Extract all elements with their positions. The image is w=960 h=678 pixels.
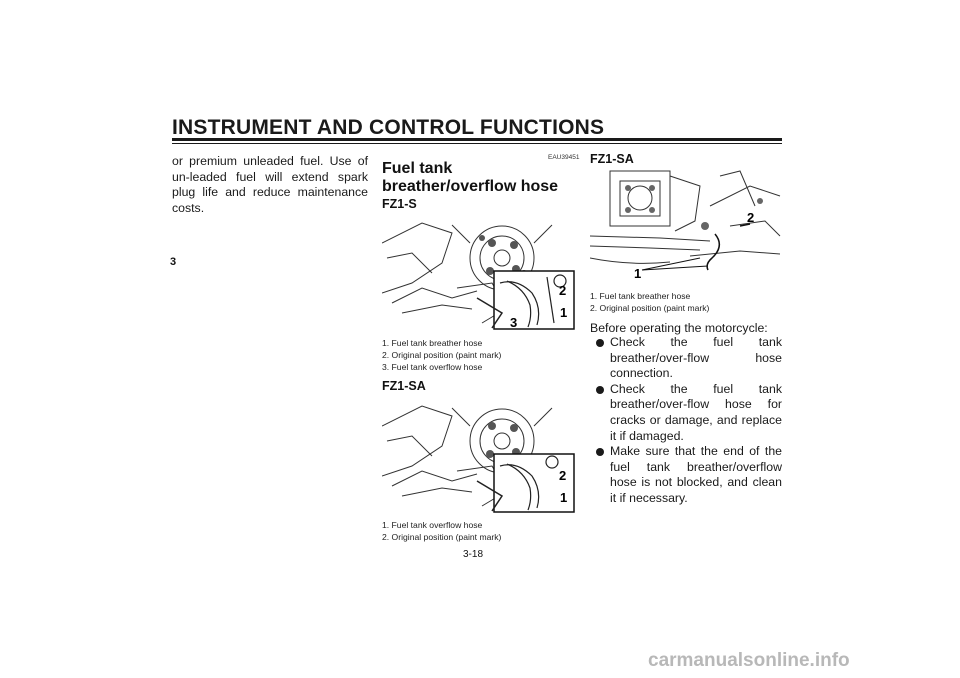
figure1-captions (382, 337, 501, 374)
engine-illustration-1 (382, 213, 576, 333)
list-item (592, 382, 782, 444)
figure3-captions (590, 290, 709, 314)
chapter-tab: 3 (170, 256, 177, 268)
engine-illustration-2 (382, 396, 576, 516)
figure2-caption-2: 2. Original position (paint mark) (382, 532, 502, 543)
list-item (592, 335, 782, 382)
page-header-title: INSTRUMENT AND CONTROL FUNCTIONS (172, 116, 605, 139)
figure2-captions (382, 519, 501, 543)
instructions-list (592, 335, 782, 507)
figure1-caption-3: 3. Fuel tank overflow hose (382, 362, 483, 373)
figure1-callout-1: 1 (560, 305, 568, 320)
bullet-icon (596, 448, 604, 456)
figure3-illustration (590, 166, 782, 286)
bullet-text: Check the fuel tank breather/over-flow hose for cracks or damage, and replace it if damaged. (610, 381, 782, 443)
figure1-caption-1: 1. Fuel tank breather hose (382, 338, 483, 348)
bullet-text: Check the fuel tank breather/over-flow hose connection. (610, 335, 782, 381)
figure2-illustration (382, 396, 576, 516)
bullet-icon (596, 339, 604, 347)
section-code: EAU39451 (548, 154, 580, 161)
figure3-callout-1: 1 (634, 266, 642, 281)
engine-illustration-3 (590, 166, 782, 286)
bullet-icon (596, 386, 604, 394)
bullet-text: Make sure that the end of the fuel tank breather/overflow hose is not blocked, and clean it if necessary. (610, 444, 782, 505)
figure3-callout-2: 2 (747, 210, 755, 225)
section-title: Fuel tank breather/overflow hose (382, 160, 559, 195)
figure1-label: FZ1-S (382, 197, 417, 211)
page-number: 3-18 (463, 549, 484, 560)
header-rule-thin (172, 143, 782, 144)
figure3-caption-1: 1. Fuel tank breather hose (590, 291, 691, 301)
list-item (592, 444, 782, 506)
figure2-callout-1: 1 (560, 490, 568, 505)
figure3-label: FZ1-SA (590, 152, 634, 166)
header-rule (172, 138, 782, 141)
figure1-illustration (382, 213, 576, 333)
figure3-caption-2: 2. Original position (paint mark) (590, 303, 710, 314)
figure1-caption-2: 2. Original position (paint mark) (382, 350, 502, 361)
instructions-intro: Before operating the motorcycle: (590, 321, 768, 335)
figure2-callout-2: 2 (559, 468, 567, 483)
figure1-callout-2: 2 (559, 283, 567, 298)
continued-paragraph: or premium unleaded fuel. Use of un-leaded fuel will extend spark plug life and reduce maintenance costs. (172, 154, 368, 215)
watermark: carmanualsonline.info (648, 650, 850, 671)
figure2-caption-1: 1. Fuel tank overflow hose (382, 520, 483, 530)
figure1-callout-3: 3 (510, 315, 518, 330)
figure2-label: FZ1-SA (382, 379, 426, 393)
